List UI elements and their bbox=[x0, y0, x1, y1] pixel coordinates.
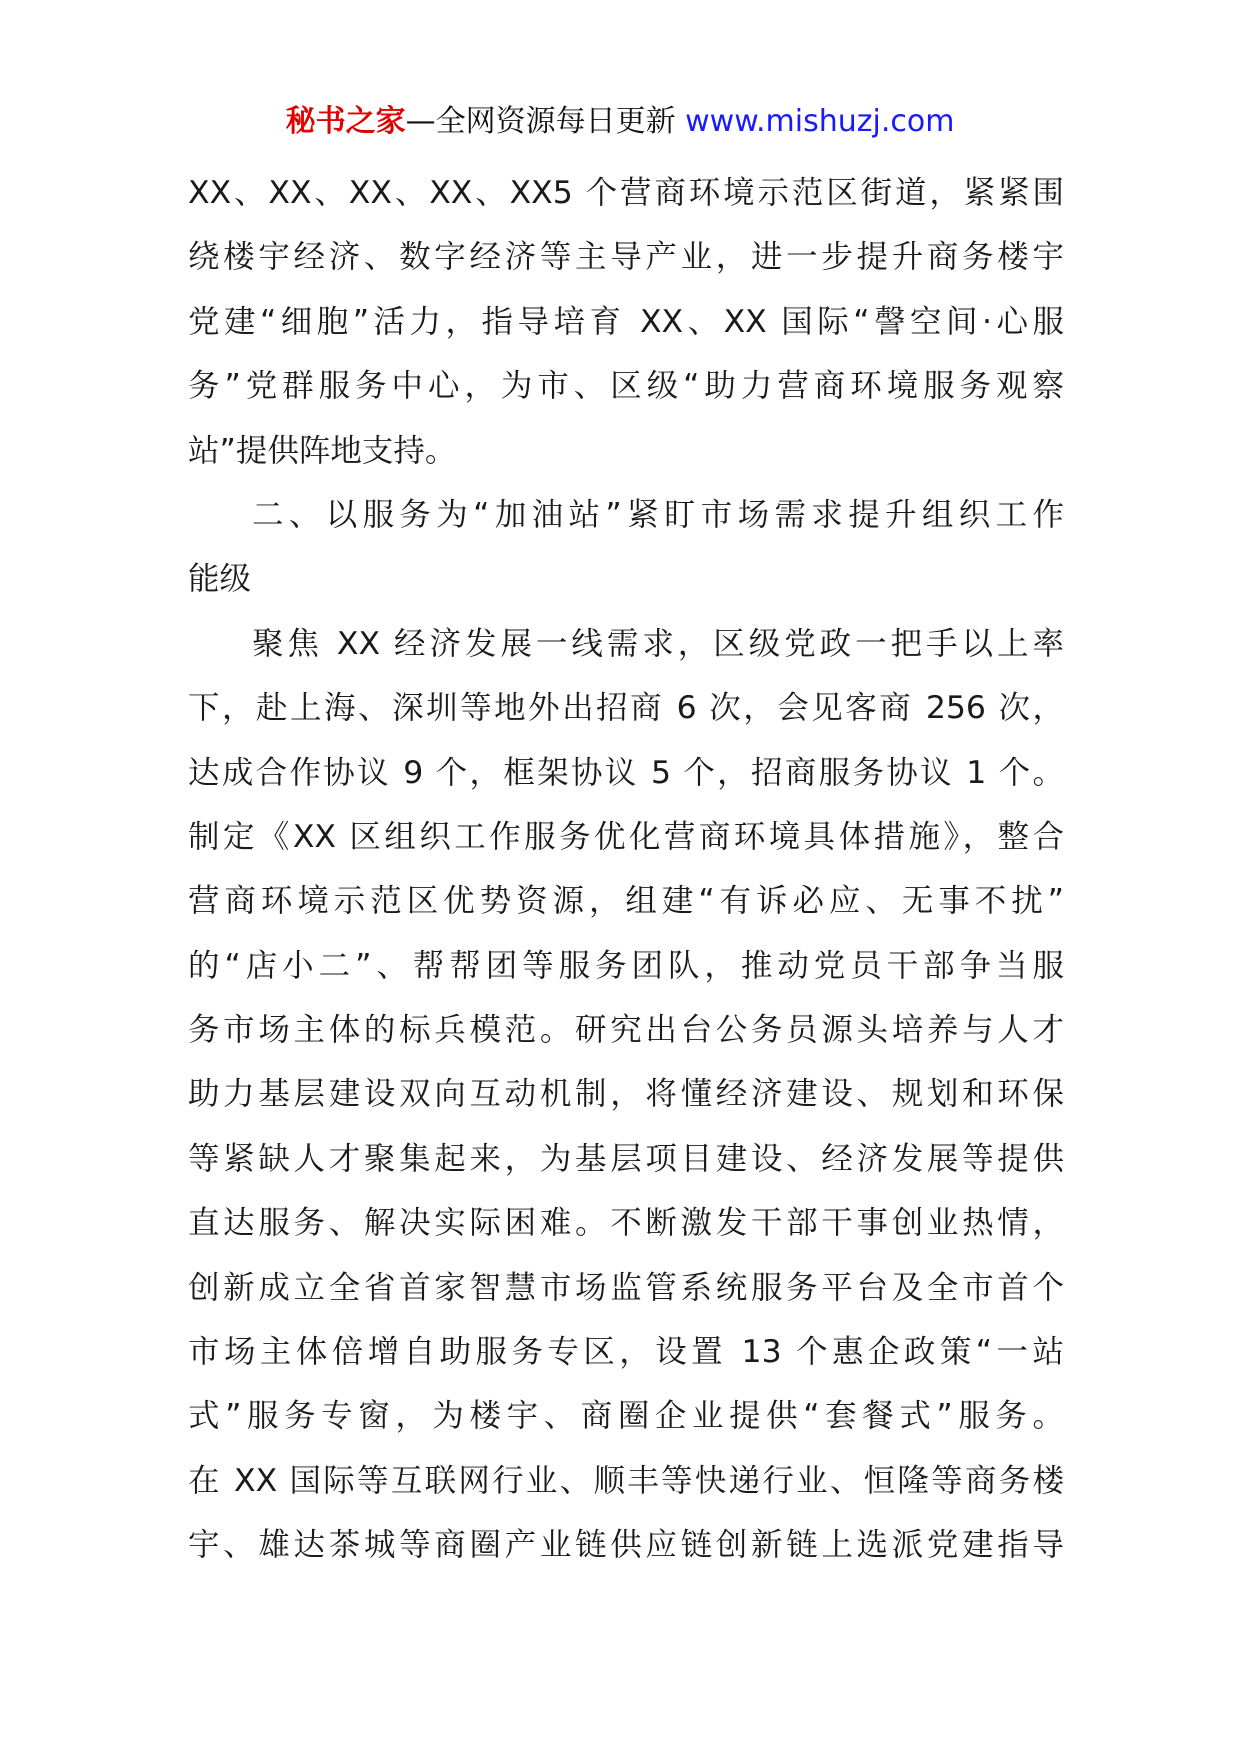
page-header bbox=[0, 100, 1240, 144]
body-line: 式”服务专窗，为楼宇、商圈企业提供“套餐式”服务。 bbox=[188, 1398, 1064, 1435]
section-heading-line: 能级 bbox=[188, 561, 252, 598]
body-line: 聚焦 XX 经济发展一线需求，区级党政一把手以上率 bbox=[252, 625, 1064, 662]
body-line: 务”党群服务中心，为市、区级“助力营商环境服务观察 bbox=[188, 368, 1064, 405]
header-url-link[interactable]: www.mishuzj.com bbox=[685, 104, 955, 139]
body-line: 制定《XX 区组织工作服务优化营商环境具体措施》，整合 bbox=[188, 818, 1064, 855]
body-line: 在 XX 国际等互联网行业、顺丰等快递行业、恒隆等商务楼 bbox=[188, 1462, 1064, 1499]
body-line: 的“店小二”、帮帮团等服务团队，推动党员干部争当服 bbox=[188, 947, 1064, 984]
section-heading-line: 二、以服务为“加油站”紧盯市场需求提升组织工作 bbox=[252, 496, 1064, 533]
document-body bbox=[188, 161, 1064, 1578]
body-line: 创新成立全省首家智慧市场监管系统服务平台及全市首个 bbox=[188, 1269, 1064, 1306]
body-line: 务市场主体的标兵模范。研究出台公务员源头培养与人才 bbox=[188, 1012, 1064, 1049]
body-line: 市场主体倍增自助服务专区，设置 13 个惠企政策“一站 bbox=[188, 1334, 1064, 1371]
body-line: XX、XX、XX、XX、XX5 个营商环境示范区街道，紧紧围 bbox=[188, 175, 1064, 211]
body-line: 绕楼宇经济、数字经济等主导产业，进一步提升商务楼宇 bbox=[188, 239, 1064, 276]
body-line: 直达服务、解决实际困难。不断激发干部干事创业热情， bbox=[188, 1205, 1064, 1242]
body-line: 达成合作协议 9 个，框架协议 5 个，招商服务协议 1 个。 bbox=[188, 754, 1064, 791]
header-tagline: —全网资源每日更新 bbox=[405, 104, 676, 139]
body-line: 站”提供阵地支持。 bbox=[188, 432, 457, 469]
body-line: 助力基层建设双向互动机制，将懂经济建设、规划和环保 bbox=[188, 1076, 1064, 1113]
body-line: 下，赴上海、深圳等地外出招商 6 次，会见客商 256 次， bbox=[188, 690, 1064, 727]
body-line: 宇、雄达茶城等商圈产业链供应链创新链上选派党建指导 bbox=[188, 1527, 1064, 1564]
body-line: 等紧缺人才聚集起来，为基层项目建设、经济发展等提供 bbox=[188, 1140, 1064, 1177]
body-line: 党建“细胞”活力，指导培育 XX、XX 国际“謦空间·心服 bbox=[188, 303, 1064, 340]
body-line: 营商环境示范区优势资源，组建“有诉必应、无事不扰” bbox=[188, 883, 1064, 920]
header-brand: 秘书之家 bbox=[285, 104, 406, 139]
